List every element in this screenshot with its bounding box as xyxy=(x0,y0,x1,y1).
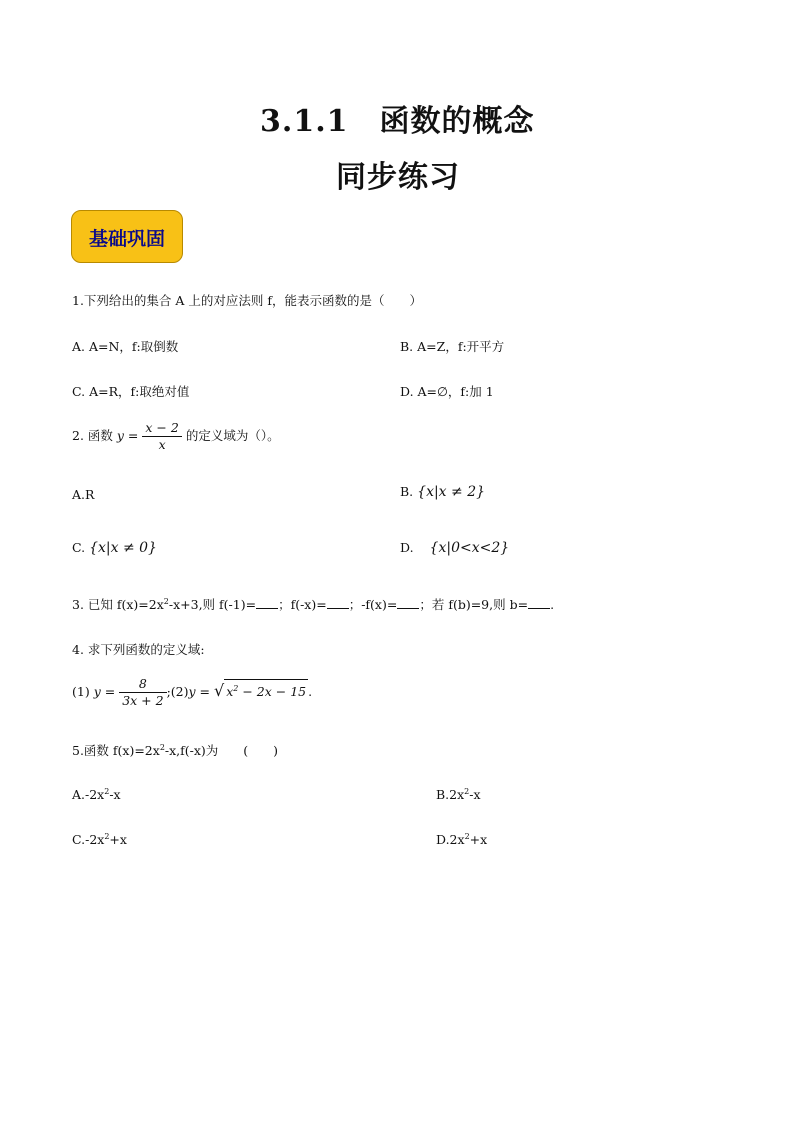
question-3-text-4: ；-f(x)= xyxy=(348,597,398,612)
question-4-radicand-rest: − 2x − 15 xyxy=(238,684,307,699)
question-5-option-c xyxy=(72,832,127,847)
question-5-option-a-exp: 2 xyxy=(104,787,110,796)
question-5-stem-a: 5.函数 f(x)=2x xyxy=(72,743,160,758)
question-3-blank-1[interactable] xyxy=(256,598,278,609)
question-5-option-d-rest: +x xyxy=(469,832,488,848)
question-4-stem: 4. 求下列函数的定义域: xyxy=(72,642,205,657)
question-4-y1: y = xyxy=(93,684,116,699)
question-4-numerator: 8 xyxy=(119,676,166,693)
question-2-numerator: x − 2 xyxy=(142,420,181,437)
question-5-option-a-rest: -x xyxy=(109,787,121,803)
question-1-option-c: C. A=R，f:取绝对值 xyxy=(72,384,190,399)
question-5-option-c-rest: +x xyxy=(109,832,127,848)
question-5-exponent: 2 xyxy=(159,742,165,752)
question-2-option-d-label: D. xyxy=(400,540,414,555)
question-2-option-c-set: {x|x ≠ 0} xyxy=(89,540,157,556)
question-5-option-b-text: B.2x xyxy=(436,787,465,803)
question-5-stem xyxy=(72,741,278,759)
question-5-option-d-exp: 2 xyxy=(464,832,470,841)
question-2-suffix: 的定义域为（）。 xyxy=(185,428,280,443)
question-4-radicand xyxy=(224,679,308,700)
question-2-fraction xyxy=(142,420,181,453)
question-3-text-1: 3. 已知 f(x)=2x xyxy=(72,597,164,612)
question-4-y2: y = xyxy=(188,684,211,699)
page-subtitle: 同步练习 xyxy=(336,160,460,195)
page-title: 3.1.1 函数的概念 xyxy=(260,104,535,139)
question-5-option-b-exp: 2 xyxy=(464,787,470,796)
question-1-option-a: A. A=N，f:取倒数 xyxy=(72,339,179,354)
question-3-text-3: ；f(-x)= xyxy=(278,597,327,612)
question-2-option-c-label: C. xyxy=(72,540,86,555)
question-3-exponent: 2 xyxy=(163,596,169,606)
question-5-stem-b: -x,f(-x)为 ( ) xyxy=(164,743,279,758)
question-2-option-c xyxy=(72,540,157,556)
question-2-stem xyxy=(72,420,280,453)
question-2-prefix: 2. 函数 xyxy=(72,428,113,443)
question-1-option-b: B. A=Z，f:开平方 xyxy=(400,339,505,354)
question-2-option-b-set: {x|x ≠ 2} xyxy=(417,484,486,500)
question-3-text-6: . xyxy=(550,597,555,612)
question-4-denominator: 3x + 2 xyxy=(122,693,164,708)
question-3-text-5: ；若 f(b)=9,则 b= xyxy=(419,597,529,612)
question-3-blank-3[interactable] xyxy=(397,598,419,609)
question-5-option-c-exp: 2 xyxy=(104,832,110,841)
section-badge-label: 基础巩固 xyxy=(88,228,165,250)
question-2-option-b-label: B. xyxy=(400,484,414,499)
question-3-blank-2[interactable] xyxy=(327,598,349,609)
question-3-text-2: -x+3,则 f(-1)= xyxy=(168,597,257,612)
question-2-denominator: x xyxy=(158,437,166,452)
question-5-option-a-text: A.-2x xyxy=(72,787,105,803)
question-5-option-d xyxy=(436,832,487,847)
question-5-option-a xyxy=(72,787,121,802)
question-5-option-c-text: C.-2x xyxy=(72,832,105,848)
question-3 xyxy=(72,595,554,613)
question-4-exponent: 2 xyxy=(233,683,239,693)
question-2-option-d-set: {x|0<x<2} xyxy=(429,540,510,556)
question-4-label-1: (1) xyxy=(72,684,90,699)
question-5-option-b-rest: -x xyxy=(469,787,481,803)
question-4-end: . xyxy=(308,684,313,699)
question-5-option-d-text: D.2x xyxy=(436,832,465,848)
section-badge xyxy=(71,210,183,263)
question-5-option-b xyxy=(436,787,481,802)
question-3-blank-4[interactable] xyxy=(528,598,550,609)
question-4-expression: (1) y = $\frac{8}{3x + 2}$ ;(2)y = √ $x^2 - 2x - 15$ . xyxy=(72,676,313,708)
question-1-stem: 1.下列给出的集合 A 上的对应法则 f，能表示函数的是（ ） xyxy=(72,293,423,308)
question-4-fraction xyxy=(119,676,166,709)
question-2-option-a: A.R xyxy=(72,487,95,502)
question-2-option-d xyxy=(400,540,509,556)
question-4-radicand-x: x xyxy=(226,684,234,699)
question-4-mid: ;(2) xyxy=(166,684,189,699)
question-2-y-eq: y = xyxy=(116,428,139,443)
question-2-option-b xyxy=(400,484,485,500)
question-1-option-d: D. A=∅，f:加 1 xyxy=(400,384,494,399)
